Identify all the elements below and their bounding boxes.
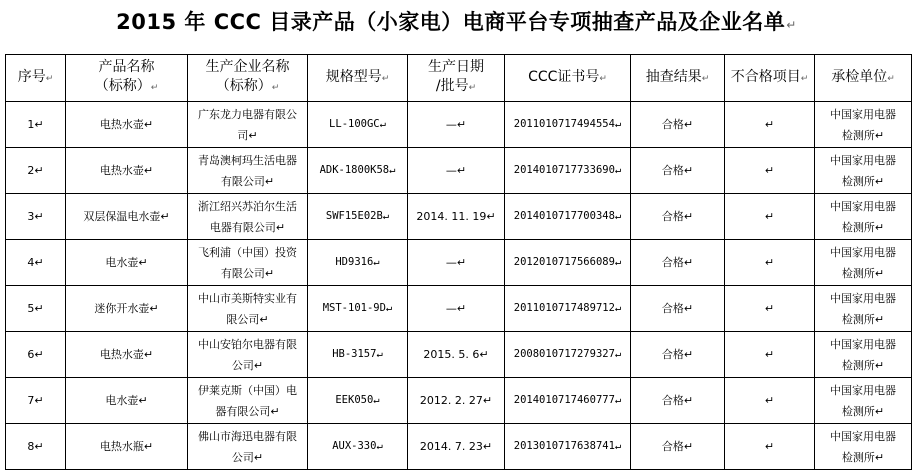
cell-result: 合格↵ — [631, 194, 725, 240]
cell-failed: ↵ — [725, 148, 815, 194]
cell-seq: 6↵ — [6, 332, 66, 378]
paragraph-mark: ↵ — [800, 73, 809, 84]
cell-seq: 4↵ — [6, 240, 66, 286]
cell-company: 青岛澳柯玛生活电器 有限公司↵ — [188, 148, 308, 194]
column-header-company: 生产企业名称 （标称）↵ — [188, 55, 308, 102]
cell-product: 电热水壶↵ — [66, 148, 188, 194]
cell-failed: ↵ — [725, 194, 815, 240]
cell-lab: 中国家用电器 检测所↵ — [815, 378, 912, 424]
table-row — [6, 286, 912, 332]
table-row — [6, 240, 912, 286]
column-header-model: 规格型号↵ — [308, 55, 408, 102]
cell-model: LL-100GC↵ — [308, 102, 408, 148]
paragraph-mark: ↵ — [786, 18, 797, 32]
cell-date: 2014. 11. 19↵ — [408, 194, 505, 240]
cell-result: 合格↵ — [631, 240, 725, 286]
column-header-lab: 承检单位↵ — [815, 55, 912, 102]
cell-cert: 2008010717279327↵ — [505, 332, 631, 378]
cell-lab: 中国家用电器 检测所↵ — [815, 424, 912, 470]
cell-date: —↵ — [408, 240, 505, 286]
page-title — [0, 8, 913, 39]
cell-model: MST-101-9D↵ — [308, 286, 408, 332]
cell-seq: 3↵ — [6, 194, 66, 240]
table-body — [6, 102, 912, 470]
cell-result: 合格↵ — [631, 102, 725, 148]
column-header-date: 生产日期 /批号↵ — [408, 55, 505, 102]
cell-model: HD9316↵ — [308, 240, 408, 286]
cell-company: 伊莱克斯（中国）电 器有限公司↵ — [188, 378, 308, 424]
cell-model: HB-3157↵ — [308, 332, 408, 378]
cell-result: 合格↵ — [631, 332, 725, 378]
cell-failed: ↵ — [725, 424, 815, 470]
paragraph-mark: ↵ — [887, 73, 895, 84]
table-row — [6, 194, 912, 240]
cell-product: 电热水瓶↵ — [66, 424, 188, 470]
cell-company: 飞利浦（中国）投资 有限公司↵ — [188, 240, 308, 286]
paragraph-mark: ↵ — [599, 73, 607, 84]
column-header-result: 抽查结果↵ — [631, 55, 725, 102]
cell-date: 2012. 2. 27↵ — [408, 378, 505, 424]
cell-product: 双层保温电水壶↵ — [66, 194, 188, 240]
cell-cert: 2012010717566089↵ — [505, 240, 631, 286]
cell-lab: 中国家用电器 检测所↵ — [815, 148, 912, 194]
cell-cert: 2013010717638741↵ — [505, 424, 631, 470]
cell-cert: 2011010717489712↵ — [505, 286, 631, 332]
column-header-cert: CCC证书号↵ — [505, 55, 631, 102]
header-row — [6, 55, 912, 102]
cell-lab: 中国家用电器 检测所↵ — [815, 332, 912, 378]
cell-seq: 5↵ — [6, 286, 66, 332]
cell-product: 迷你开水壶↵ — [66, 286, 188, 332]
cell-product: 电水壶↵ — [66, 378, 188, 424]
cell-cert: 2014010717733690↵ — [505, 148, 631, 194]
cell-failed: ↵ — [725, 240, 815, 286]
cell-date: —↵ — [408, 286, 505, 332]
column-header-product: 产品名称 （标称）↵ — [66, 55, 188, 102]
cell-seq: 8↵ — [6, 424, 66, 470]
table-row — [6, 332, 912, 378]
table-row — [6, 424, 912, 470]
cell-company: 广东龙力电器有限公 司↵ — [188, 102, 308, 148]
cell-lab: 中国家用电器 检测所↵ — [815, 194, 912, 240]
table-row — [6, 148, 912, 194]
paragraph-mark: ↵ — [150, 83, 159, 93]
cell-result: 合格↵ — [631, 424, 725, 470]
cell-date: —↵ — [408, 148, 505, 194]
cell-seq: 7↵ — [6, 378, 66, 424]
cell-lab: 中国家用电器 检测所↵ — [815, 102, 912, 148]
cell-model: ADK-1800K58↵ — [308, 148, 408, 194]
cell-date: 2014. 7. 23↵ — [408, 424, 505, 470]
table-row — [6, 378, 912, 424]
cell-model: SWF15E02B↵ — [308, 194, 408, 240]
cell-cert: 2014010717460777↵ — [505, 378, 631, 424]
cell-result: 合格↵ — [631, 286, 725, 332]
cell-company: 浙江绍兴苏泊尔生活 电器有限公司↵ — [188, 194, 308, 240]
cell-model: AUX-330↵ — [308, 424, 408, 470]
cell-model: EEK050↵ — [308, 378, 408, 424]
cell-cert: 2011010717494554↵ — [505, 102, 631, 148]
cell-result: 合格↵ — [631, 148, 725, 194]
title-text: 2015 年 CCC 目录产品（小家电）电商平台专项抽查产品及企业名单 — [116, 10, 786, 34]
paragraph-mark: ↵ — [701, 73, 710, 84]
column-header-seq: 序号↵ — [6, 55, 66, 102]
paragraph-mark: ↵ — [381, 73, 390, 84]
paragraph-mark: ↵ — [468, 83, 477, 93]
cell-failed: ↵ — [725, 332, 815, 378]
cell-product: 电水壶↵ — [66, 240, 188, 286]
cell-cert: 2014010717700348↵ — [505, 194, 631, 240]
cell-failed: ↵ — [725, 286, 815, 332]
cell-product: 电热水壶↵ — [66, 332, 188, 378]
column-header-failed: 不合格项目↵ — [725, 55, 815, 102]
cell-lab: 中国家用电器 检测所↵ — [815, 286, 912, 332]
cell-company: 佛山市海迅电器有限 公司↵ — [188, 424, 308, 470]
cell-result: 合格↵ — [631, 378, 725, 424]
cell-product: 电热水壶↵ — [66, 102, 188, 148]
paragraph-mark: ↵ — [45, 73, 54, 84]
cell-company: 中山市美斯特实业有 限公司↵ — [188, 286, 308, 332]
cell-failed: ↵ — [725, 378, 815, 424]
cell-date: 2015. 5. 6↵ — [408, 332, 505, 378]
cell-seq: 1↵ — [6, 102, 66, 148]
cell-company: 中山安铂尔电器有限 公司↵ — [188, 332, 308, 378]
paragraph-mark: ↵ — [271, 83, 280, 93]
cell-failed: ↵ — [725, 102, 815, 148]
cell-date: —↵ — [408, 102, 505, 148]
cell-seq: 2↵ — [6, 148, 66, 194]
cell-lab: 中国家用电器 检测所↵ — [815, 240, 912, 286]
table-row — [6, 102, 912, 148]
inspection-table — [5, 54, 912, 470]
